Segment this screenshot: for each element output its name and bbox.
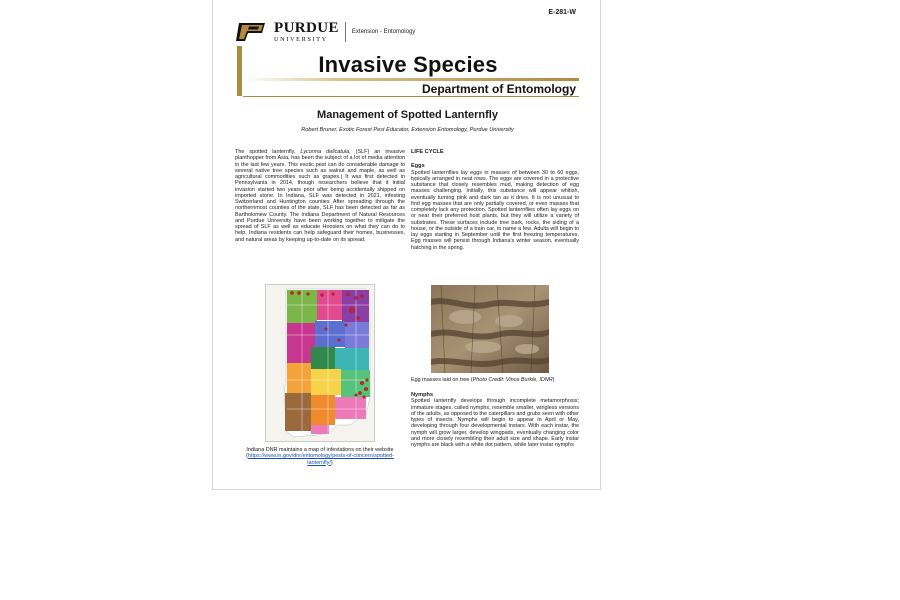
banner-title: Invasive Species — [318, 52, 498, 77]
extension-unit-label: Extension - Entomology — [351, 29, 416, 35]
nymphs-section — [411, 392, 579, 448]
document-title: Management of Spotted Lanternfly — [317, 109, 498, 121]
purdue-p-icon — [235, 22, 269, 42]
purdue-logo — [235, 21, 415, 43]
nymphs-heading: Nymphs — [411, 392, 434, 398]
document-page — [212, 0, 601, 490]
banner-bottom-rule — [243, 96, 579, 97]
logo-divider — [345, 22, 346, 42]
species-name: Lycorma delicatula — [300, 149, 350, 155]
purdue-wordmark: PURDUE — [274, 19, 339, 36]
university-wordmark: UNIVERSITY — [274, 35, 328, 43]
intro-paragraph: The spotted lanternfly, Lycorma delicatula, (SLF) an invasive planthopper from Asia, has been the subject of a lot of media attention in the last few years. This exotic pest can do considerable damage to several native tree species such as walnut and maple, as well as agricultural commodities such as grapes.| It was first detected in Pennsylvania in 2014, though researchers believe that it initial invasion started two years prior after being accidentally shipped on imported stone. In Indiana, SLF was detected in 2021, infesting Switzerland and Huntington counties After spreading through the northernmost counties of the state, SLF has been detected as far as Bartholomew County. The Indiana Department of Natural Resources and Purdue University have been working together to mitigate the spread of SLF as well as educate Hoosiers on what they can do to help. Indiana residents can help safeguard their homes, businesses, and natural areas by keeping up-to-date on its spread. — [235, 149, 405, 243]
photo-caption: Egg masses laid on tree (Photo Credit: Vince Burkle, IDNR) — [411, 377, 555, 383]
eggs-heading: Eggs — [411, 163, 425, 170]
author-line: Robert Bruner, Exotic Forest Pest Educator, Extension Entomology, Purdue University — [301, 127, 514, 133]
infestation-map-link[interactable]: https://www.in.gov/dnr/entomology/pests-of-concern/spotted-lanternfly/ — [247, 453, 394, 466]
banner-subtitle: Department of Entomology — [421, 82, 576, 96]
egg-mass-photo — [431, 285, 549, 373]
document-number: E-281-W — [548, 9, 576, 16]
eggs-paragraph: Spotted lanternflies lay eggs in masses of between 30 to 60 eggs, typically arranged in neat rows. The eggs are covered in a protective substance that closely resembles mud, making detection of egg masses challenging. Initially, this substance will appear whitish, eventually turning pink and dark tan as it dries. It is not unusual to find egg masses that are only partially covered, or even masses that completely lack any protection. Spotted lanternflies often lay eggs on or near their preferred host plants, but they will utilize a variety of substrates. These surfaces include tree bark, rocks, the siding of a house, or the outside of a train car, to name a few. Adults will begin to lay eggs starting in September until the first freezing temperatures. Egg masses will persist through Indiana's winter season, eventually hatching in the spring. — [411, 169, 579, 251]
life-cycle-section — [411, 149, 579, 251]
life-cycle-heading: LIFE CYCLE — [411, 149, 444, 155]
banner-gold-rule — [243, 78, 579, 81]
nymphs-paragraph: Spotted lanternfly develops through incomplete metamorphosis; immature stages, called nymphs, resemble smaller, wingless versions of the adults, as opposed to the caterpillars and grubs seen with other types of insects. Nymphs will begin to appear in April or May, developing through four developmental instars. With each instar, the nymph will grow larger, develop wingpads, eventually changing color and more closely resembling their adult size and shape. Early instar nymphs are black with a white dot pattern, while later instar nymphs — [411, 398, 579, 448]
map-caption: Indiana DNR maintains a map of infestations on their website (https://www.in.gov/dnr/entomology/pests-of-concern/spotted-lanternfly/) — [246, 447, 394, 466]
infestation-map — [265, 284, 375, 442]
